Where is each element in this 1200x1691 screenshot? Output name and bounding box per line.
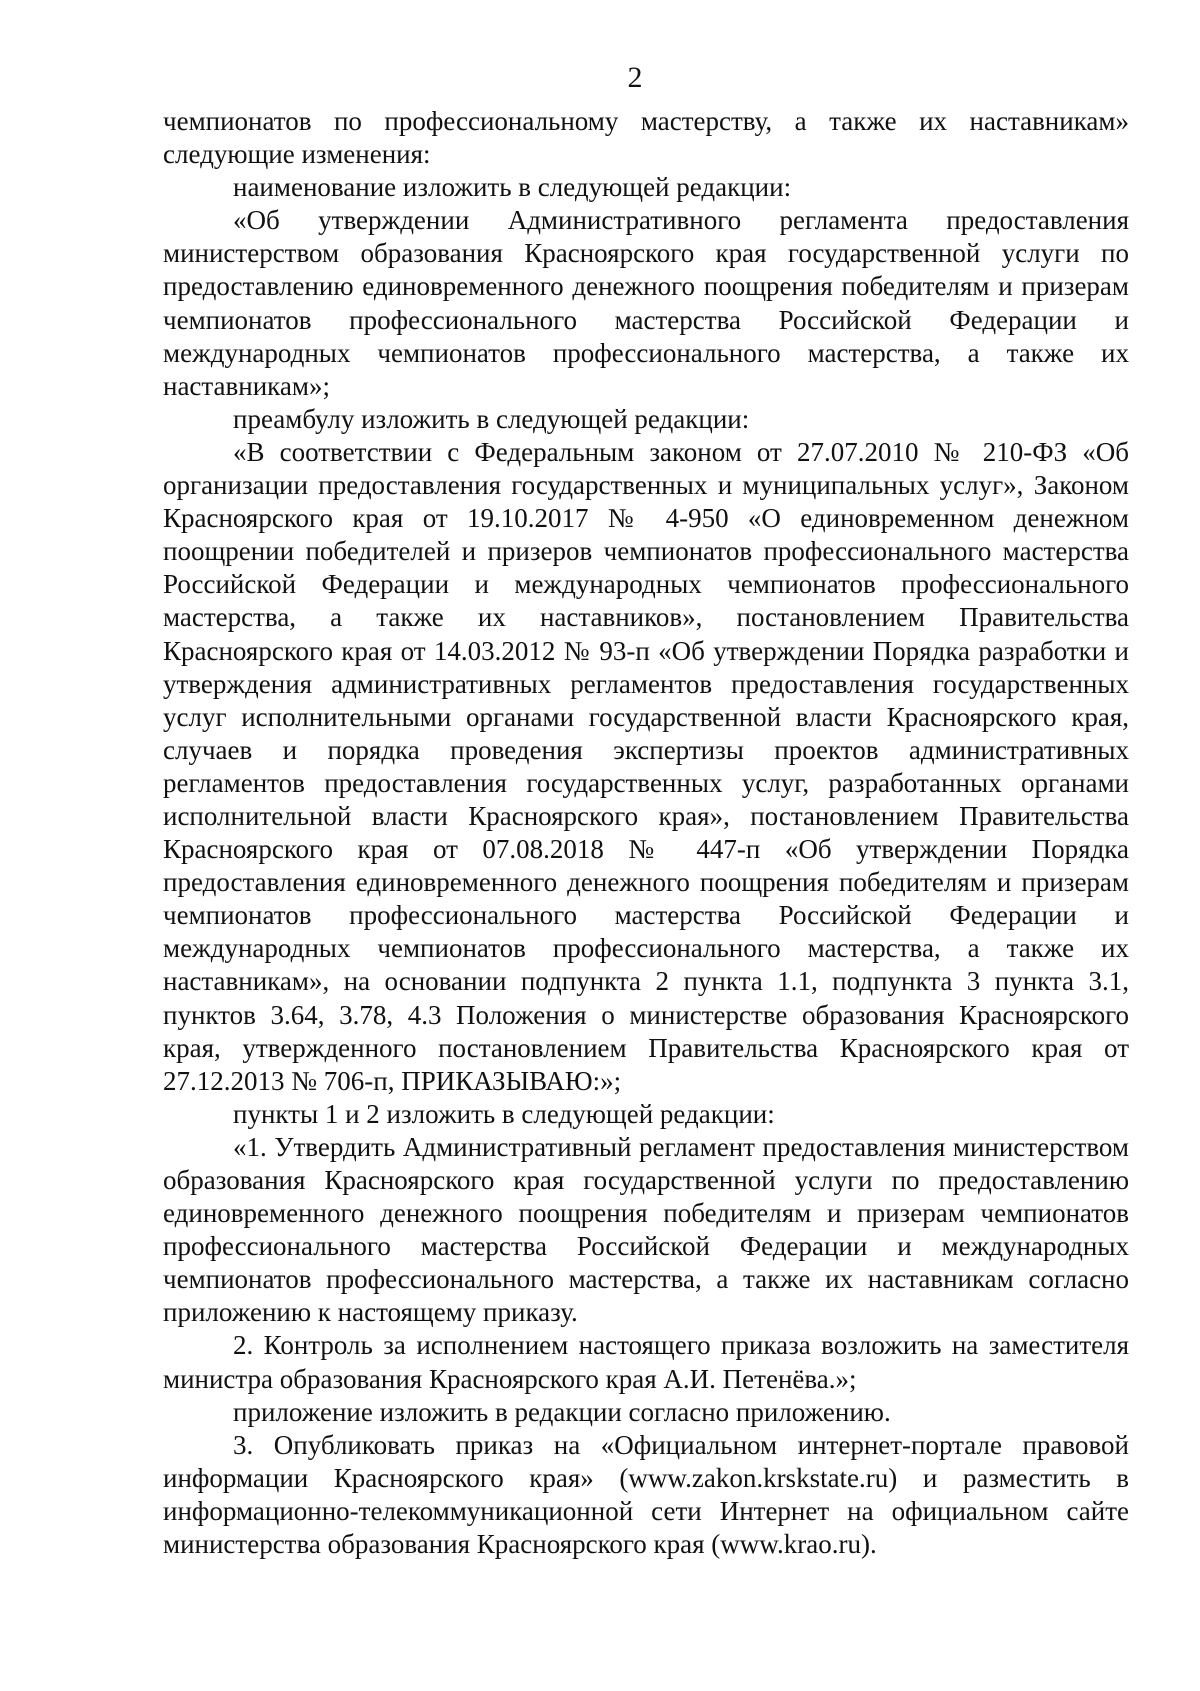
paragraph-2: наименование изложить в следующей редакции: bbox=[233, 172, 792, 203]
paragraph-8: 2. Контроль за исполнением настоящего приказа возложить на заместителя министра образования Красноярского края А.И. Петенёва.»; bbox=[163, 1330, 1129, 1394]
document-body bbox=[163, 105, 1129, 1561]
paragraph-6: пункты 1 и 2 изложить в следующей редакции: bbox=[233, 1098, 775, 1129]
paragraph-5: «В соответствии с Федеральным законом от 27.07.2010 № 210-ФЗ «Об организации предоставления государственных и муниципальных услуг», Законом Красноярского края от 19.10.2017 № 4-950 «О единовременном денежном поощрении победителей и призеров чемпионатов профессионального мастерства Российской Федерации и международных чемпионатов профессионального мастерства, а также их наставников», постановлением Правительства Красноярского края от 14.03.2012 № 93-п «Об утверждении Порядка разработки и утверждения административных регламентов предоставления государственных услуг исполнительными органами государственной власти Красноярского края, случаев и порядка проведения экспертизы проектов административных регламентов предоставления государственных услуг, разработанных органами исполнительной власти Красноярского края», постановлением Правительства Красноярского края от 07.08.2018 № 447-п «Об утверждении Порядка предоставления единовременного денежного поощрения победителям и призерам чемпионатов профессионального мастерства Российской Федерации и международных чемпионатов профессионального мастерства, а также их наставникам», на основании подпункта 2 пункта 1.1, подпункта 3 пункта 3.1, пунктов 3.64, 3.78, 4.3 Положения о министерстве образования Красноярского края, утвержденного постановлением Правительства Красноярского края от 27.12.2013 № 706-п, ПРИКАЗЫВАЮ:»; bbox=[163, 436, 1129, 1096]
paragraph-3: «Об утверждении Административного регламента предоставления министерством образования Красноярского края государственной услуги по предоставлению единовременного денежного поощрения победителям и призерам чемпионатов профессионального мастерства Российской Федерации и международных чемпионатов профессионального мастерства, а также их наставникам»; bbox=[163, 205, 1129, 401]
paragraph-7: «1. Утвердить Административный регламент предоставления министерством образования Красноярского края государственной услуги по предоставлению единовременного денежного поощрения победителям и призерам чемпионатов профессионального мастерства Российской Федерации и международных чемпионатов профессионального мастерства, а также их наставникам согласно приложению к настоящему приказу. bbox=[163, 1131, 1129, 1328]
paragraph-1: чемпионатов по профессиональному мастерству, а также их наставникам» следующие изменения: bbox=[163, 106, 1129, 170]
paragraph-4: преамбулу изложить в следующей редакции: bbox=[233, 403, 750, 434]
paragraph-10: 3. Опубликовать приказ на «Официальном интернет-портале правовой информации Красноярского края» (www.zakon.krskstate.ru) и разместить в информационно-телекоммуникационной сети Интернет на официальном сайте министерства образования Красноярского края (www.krao.ru). bbox=[163, 1429, 1129, 1560]
paragraph-9: приложение изложить в редакции согласно приложению. bbox=[233, 1396, 891, 1427]
page-number: 2 bbox=[627, 61, 643, 94]
